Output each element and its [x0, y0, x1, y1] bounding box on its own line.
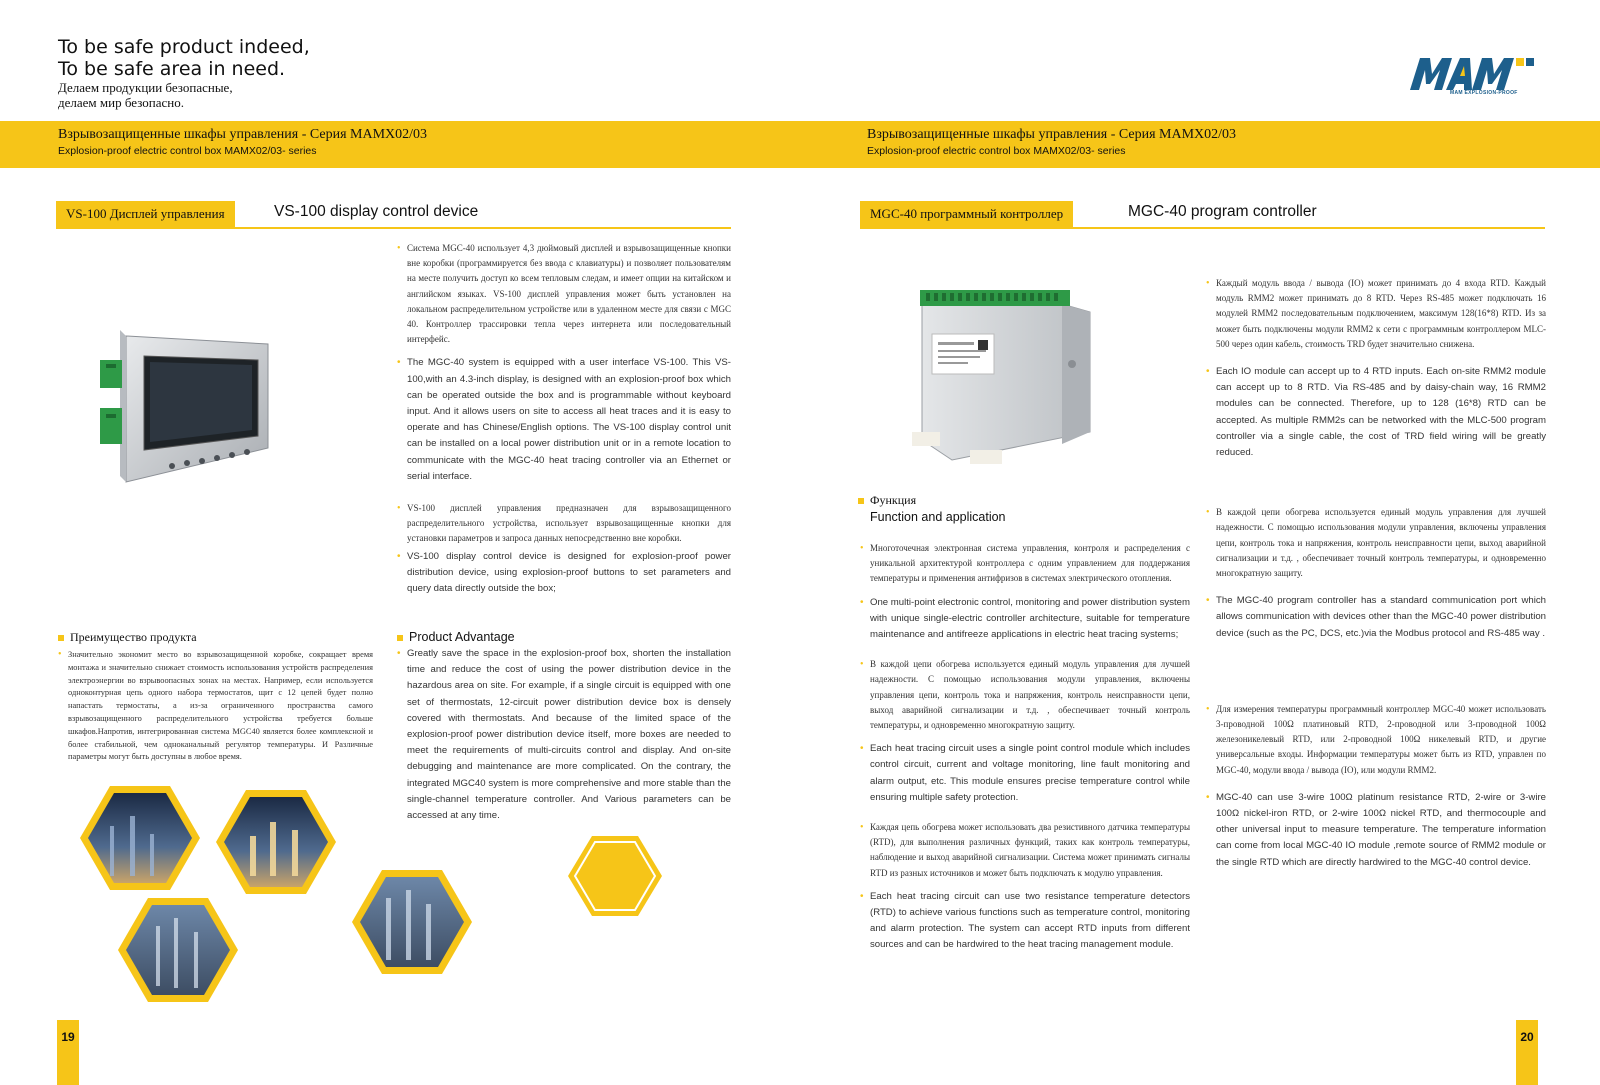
hexagon-photo-3 — [118, 898, 238, 1002]
advantage-heading-ru: Преимущество продукта — [58, 630, 373, 645]
function-3-ru: • Каждая цепь обогрева может использовать два резистивного датчика температуры (RTD), для выполнения различных функций, таких как контроль температуры, наблюдение и выход аварийной сигнализации. Система может принимать сигналы RTD из разных источников и может быть подключать к модулю управления. — [860, 820, 1190, 881]
function-column — [860, 541, 1190, 954]
comm-port-ru: • В каждой цепи обогрева используется единый модуль управления для лучшей надежности. С помощью использования модули управления, включены управления цепи, контроль тока и напряжения, контроль неисправности цепи, выход аварийной сигнализации и т.д. , обеспечивает точный контроль температуры, и одновременно многократную защиту. — [1206, 505, 1546, 581]
page-number-left: 19 — [61, 1030, 75, 1044]
comm-port-en: • The MGC-40 program controller has a standard communication port which allows communication with devices other than the MGC-40 power distribution device (such as the PC, DCS, etc.)via the Modbus protocol and RS-485 way . — [1206, 593, 1546, 642]
function-heading-en: Function and application — [870, 510, 1006, 524]
advantage-heading-en: Product Advantage — [397, 630, 731, 644]
section-title-vs100: VS-100 display control device — [274, 203, 479, 220]
function-heading-ru: Функция — [858, 493, 1006, 508]
rtd-types-en: • MGC-40 can use 3-wire 100Ω platinum resistance RTD, 2-wire or 3-wire 100Ω nickel-iron RTD, or 2-wire 100Ω nickel RTD, and thermocouple and other universal input to measure temperature. The temperature information can come from local MGC-40 IO module ,remote source of RMM2 module or the single RTD which are directly hardwired to the MGC-40 control device. — [1206, 790, 1546, 871]
io-column — [1206, 276, 1546, 871]
mgc40-controller-image — [912, 282, 1102, 472]
hexagon-decorative — [568, 836, 662, 916]
hexagon-photo-4 — [352, 870, 472, 974]
vs100-intro-en: • The MGC-40 system is equipped with a user interface VS-100. This VS-100,with an 4.3-inch display, is designed with an explosion-proof box which can be operated outside the box and is programmable without keyboard input. And it allows users on site to access all heat traces and it is easy to operate and has Chinese/English options. The VS-100 display control unit can be installed on a local power distribution unit or in a remote location to communicate with the MGC-40 heat tracing controller via an Ethernet or serial interface. — [397, 355, 731, 485]
io-rtd-ru: • Каждый модуль ввода / вывода (IO) может принимать до 4 входа RTD. Каждый модуль RMM2 может принимать до 8 RTD. Через RS-485 может подключать 16 модулей RMM2 последовательным подключением, максимум 128(16*8) RTD. Из за может быть подключены модули RMM2 к сети с программным контроллером MLC-500 через один кабель, стоимость TRD будет значительно снижена. — [1206, 276, 1546, 352]
function-1-ru: • Многоточечная электронная система управления, контроля и распределения с уникальной архитектурой контроллера с одним управлением для поддержания температуры и применения антифризов в системах электрического отопления. — [860, 541, 1190, 587]
logo-tagline: MAM EXPLOSION-PROOF — [1450, 90, 1518, 96]
vs100-device-image — [100, 330, 280, 490]
slogan-en: To be safe product indeed, To be safe area in need. — [58, 36, 310, 80]
section-underline — [56, 227, 731, 229]
vs100-intro-ru: • Система MGC-40 использует 4,3 дюймовый дисплей и взрывозащищенные кнопки вне коробки (программируется без ввода с клавиатуры) и позволяет пользователям на месте получить доступ ко всем тепловым следам, и имеет опции на китайском и английском языках. VS-100 дисплей управления может быть установлен на локальном распределительном устройстве или в удаленном месте для связи с MGC 40. Контроллер трассировки тепла через интернета или последовательный интерфейс. — [397, 241, 731, 347]
hexagon-photo-2 — [216, 790, 336, 894]
hexagon-photo-collage — [70, 786, 670, 1026]
slogan-ru: Делаем продукции безопасные, делаем мир безопасно. — [58, 80, 233, 110]
section-title-mgc40: MGC-40 program controller — [1128, 203, 1317, 220]
vs100-purpose-en: • VS-100 display control device is designed for explosion-proof power distribution device, using explosion-proof buttons to set parameters and query data directly outside the box; — [397, 549, 731, 598]
advantage-ru-block — [58, 630, 373, 764]
rtd-types-ru: • Для измерения температуры программный контроллер MGC-40 может использовать 3-проводной 100Ω платиновый RTD, 2-проводной или 3-проводной 100Ω железоникелевый RTD, или 2-проводной 100Ω никелевый RTD, и другие универсальные входы. Информации температуры может быть из RTD, управлен по MGC-40, модули ввода / вывода (IO), или модули RMM2. — [1206, 702, 1546, 778]
function-3-en: • Each heat tracing circuit can use two resistance temperature detectors (RTD) to achieve various functions such as temperature control, monitoring and alarm protection. The system can accept RTD inputs from different sources and can be hardwired to the heat tracing management module. — [860, 889, 1190, 954]
vs100-text-column — [397, 241, 731, 597]
advantage-text-ru: • Значительно экономит место во взрывозащищенной коробке, сокращает время монтажа и значительно снижает стоимость использования устройств распределения электроэнергии во взрывоопасных зонах на местах. Например, если используется одноконтурная цепь одного набора термостатов, щит с 12 цепей будет полно напастать термостаты, а из-за ограниченного пространства самого взрывозащищенного распределительного устройства требуется больше шкафов.Напротив, интегрированная система MGC40 является более комплексной и более стабильной, чем одноканальный регулятор температуры. И Различные параметры могут быть доступны в любое время. — [58, 649, 373, 764]
hexagon-photo-1 — [80, 786, 200, 890]
band-title-en: Explosion-proof electric control box MAMX02/03- series — [58, 145, 317, 157]
function-1-en: • One multi-point electronic control, monitoring and power distribution system with unique single-electric controller architecture, suitable for temperature maintenance and antifreeze applications in electric heat tracing systems; — [860, 595, 1190, 644]
function-2-en: • Each heat tracing circuit uses a single point control module which includes control circuit, current and voltage monitoring, line fault monitoring and alarm output, etc. This module ensures precise temperature control while ensuring multiple safety protection. — [860, 741, 1190, 806]
company-logo — [1408, 52, 1548, 102]
section-underline — [860, 227, 1545, 229]
band-title-ru: Взрывозащищенные шкафы управления - Серия MAMX02/03 — [867, 127, 1237, 142]
band-title-en: Explosion-proof electric control box MAMX02/03- series — [867, 145, 1126, 157]
vs100-purpose-ru: • VS-100 дисплей управления предназначен для взрывозащищенного распределительного устройства, использует взрывозащищенные кнопки для установки параметров и запроса данных непосредственно вне коробки. — [397, 501, 731, 547]
header-band-left — [0, 121, 800, 168]
advantage-text-en: • Greatly save the space in the explosion-proof box, shorten the installation time and reduce the cost of using the power distribution device in the hazardous area on site. For example, if a single circuit is equipped with one set of thermostats, 12-circuit power distribution device box is densely covered with thermostats. And because of the limited space of the explosion-proof power distribution device itself, more boxes are needed to meet the requirements of multi-circuits control and display. And on-site debugging and maintenance are more complicated. On the contrary, the integrated MGC40 system is more comprehensive and more stable than the single-channel temperature controller. And Various parameters can be accessed at any time. — [397, 646, 731, 824]
section-tag-mgc40: MGC-40 программный контроллер — [860, 201, 1073, 227]
header-band-right — [800, 121, 1600, 168]
io-rtd-en: • Each IO module can accept up to 4 RTD inputs. Each on-site RMM2 module can accept up to 8 RTD. Via RS-485 and by daisy-chain way, 16 RMM2 modules can be connected. Therefore, up to 128 (16*8) RTD can be accepted. As multiple RMM2s can be networked with the MLC-500 program controller via a single cable, the cost of TRD field wiring will be greatly reduced. — [1206, 364, 1546, 461]
section-tag-vs100: VS-100 Дисплей управления — [56, 201, 235, 227]
band-title-ru: Взрывозащищенные шкафы управления - Серия MAMX02/03 — [58, 127, 428, 142]
function-heading — [858, 493, 1006, 524]
function-2-ru: • В каждой цепи обогрева используется единый модуль управления для лучшей надежности. С помощью использования модули управления, включены управления цепи, контроль тока и напряжения, контроль неисправности цепи, выход аварийной сигнализации и т.д. , обеспечивает точный контроль температуры, и одновременно многократную защиту. — [860, 657, 1190, 733]
page-number-right: 20 — [1520, 1030, 1534, 1044]
